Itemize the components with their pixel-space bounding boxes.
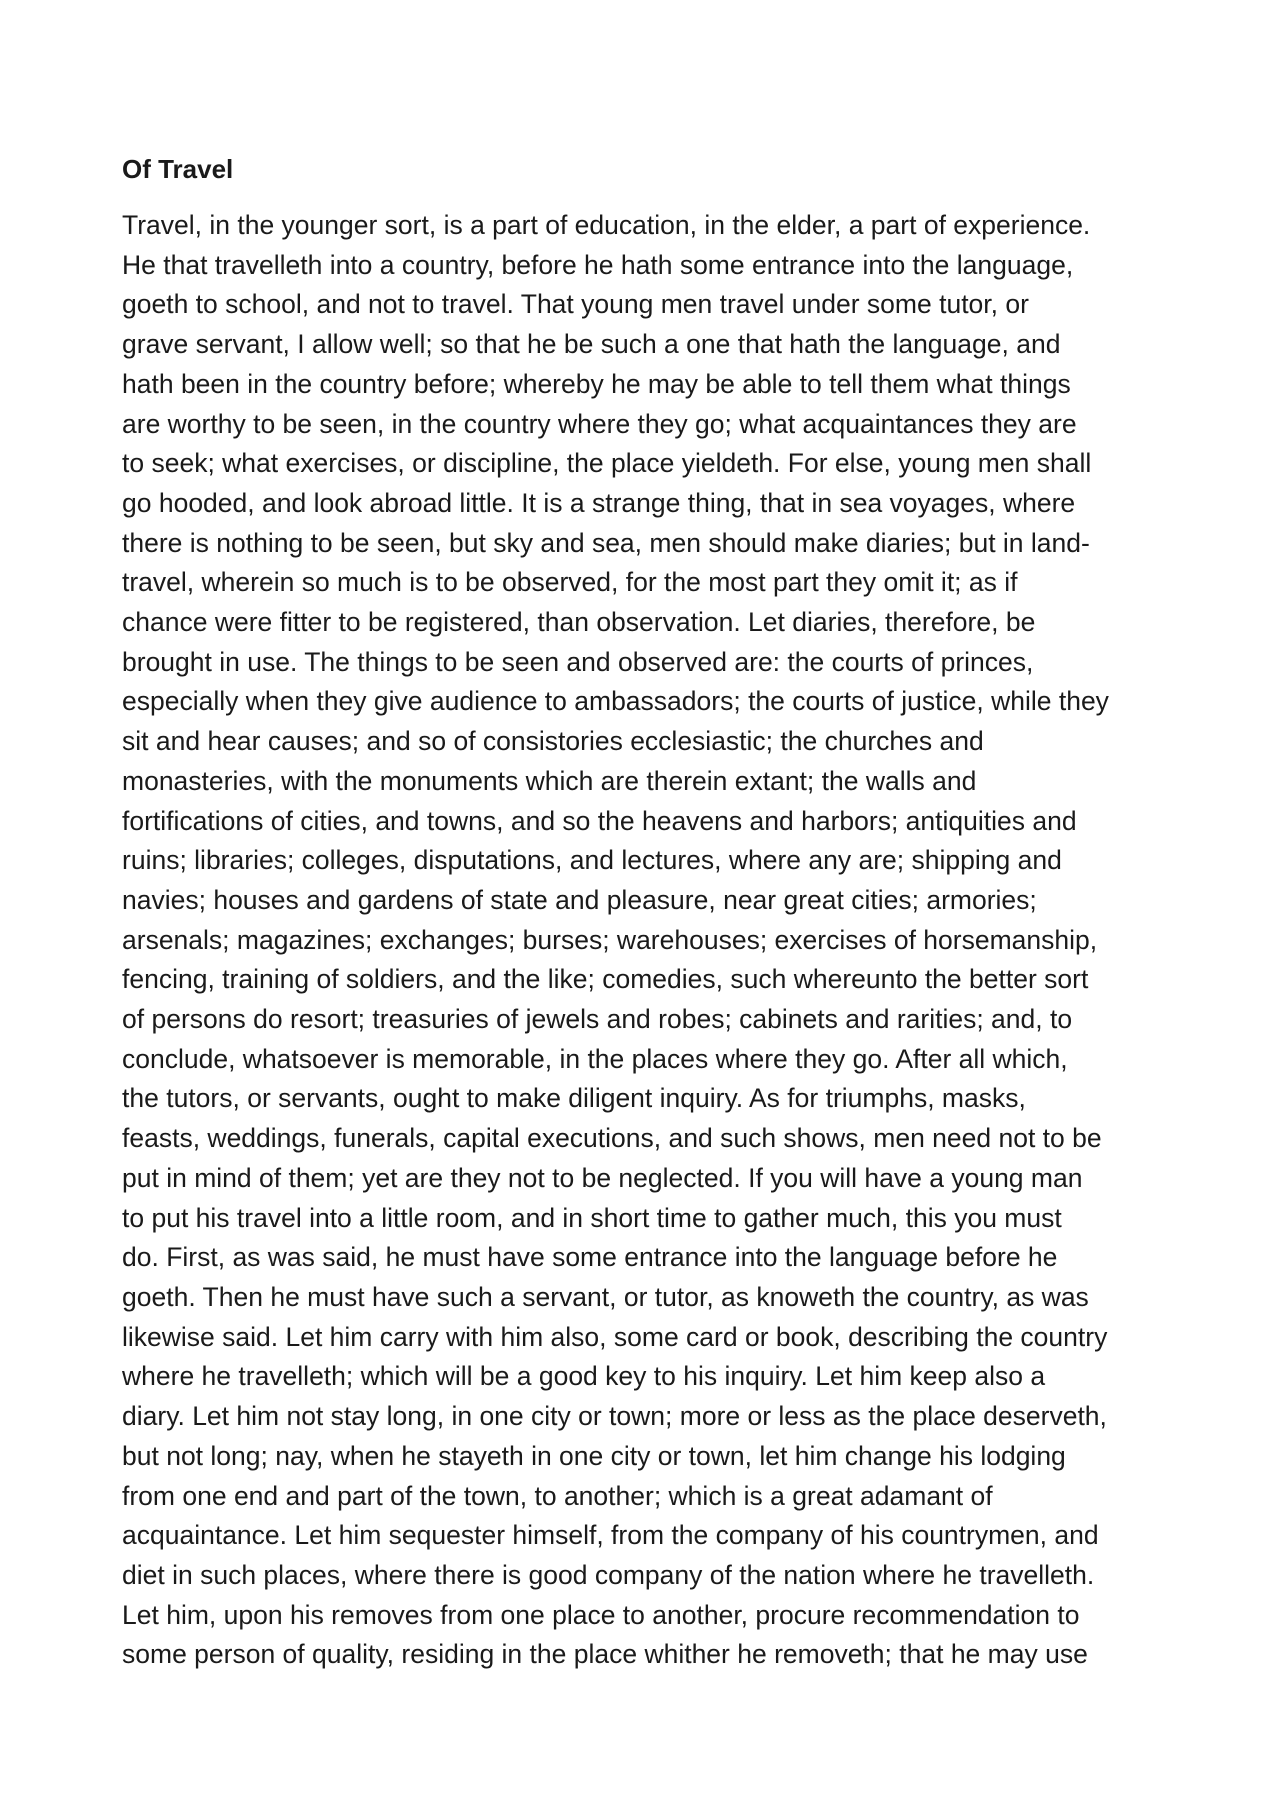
body-line: fencing, training of soldiers, and the like; comedies, such whereunto the better sort bbox=[122, 964, 1089, 995]
body-line: monasteries, with the monuments which are therein extant; the walls and bbox=[122, 765, 977, 796]
body-line: Let him, upon his removes from one place to another, procure recommendation to bbox=[122, 1599, 1080, 1630]
body-line: goeth. Then he must have such a servant, or tutor, as knoweth the country, as was bbox=[122, 1281, 1089, 1312]
body-line: arsenals; magazines; exchanges; burses; warehouses; exercises of horsemanship, bbox=[122, 924, 1098, 955]
body-line: to put his travel into a little room, and in short time to gather much, this you must bbox=[122, 1202, 1062, 1233]
body-line: feasts, weddings, funerals, capital executions, and such shows, men need not to be bbox=[122, 1123, 1102, 1154]
body-line: navies; houses and gardens of state and pleasure, near great cities; armories; bbox=[122, 884, 1037, 915]
body-line: chance were fitter to be registered, than observation. Let diaries, therefore, be bbox=[122, 607, 1036, 638]
body-line: of persons do resort; treasuries of jewels and robes; cabinets and rarities; and, to bbox=[122, 1004, 1073, 1035]
body-line: sit and hear causes; and so of consistories ecclesiastic; the churches and bbox=[122, 726, 984, 757]
body-line: He that travelleth into a country, before he hath some entrance into the language, bbox=[122, 249, 1074, 280]
body-line: put in mind of them; yet are they not to be neglected. If you will have a young man bbox=[122, 1162, 1083, 1193]
body-line: conclude, whatsoever is memorable, in the places where they go. After all which, bbox=[122, 1043, 1068, 1074]
body-line: diet in such places, where there is good company of the nation where he travelleth. bbox=[122, 1559, 1095, 1590]
body-line: the tutors, or servants, ought to make diligent inquiry. As for triumphs, masks, bbox=[122, 1083, 1026, 1114]
body-line: fortifications of cities, and towns, and so the heavens and harbors; antiquities and bbox=[122, 805, 1077, 836]
body-line: are worthy to be seen, in the country where they go; what acquaintances they are bbox=[122, 408, 1077, 439]
document-content bbox=[122, 150, 1182, 1675]
body-line: but not long; nay, when he stayeth in one city or town, let him change his lodging bbox=[122, 1440, 1066, 1471]
body-line: especially when they give audience to ambassadors; the courts of justice, while they bbox=[122, 686, 1109, 717]
body-line: from one end and part of the town, to another; which is a great adamant of bbox=[122, 1480, 993, 1511]
body-line: to seek; what exercises, or discipline, the place yieldeth. For else, young men shall bbox=[122, 448, 1092, 479]
document-body bbox=[122, 206, 1182, 1675]
body-line: likewise said. Let him carry with him also, some card or book, describing the country bbox=[122, 1321, 1108, 1352]
body-line: brought in use. The things to be seen and observed are: the courts of princes, bbox=[122, 646, 1034, 677]
body-line: ruins; libraries; colleges, disputations, and lectures, where any are; shipping and bbox=[122, 845, 1062, 876]
body-line: Travel, in the younger sort, is a part of education, in the elder, a part of experience. bbox=[122, 210, 1091, 240]
body-line: diary. Let him not stay long, in one city or town; more or less as the place deserveth, bbox=[122, 1401, 1107, 1432]
body-line: there is nothing to be seen, but sky and sea, men should make diaries; but in land- bbox=[122, 527, 1090, 558]
body-line: hath been in the country before; whereby he may be able to tell them what things bbox=[122, 368, 1071, 399]
body-line: do. First, as was said, he must have some entrance into the language before he bbox=[122, 1242, 1058, 1273]
body-line: goeth to school, and not to travel. That young men travel under some tutor, or bbox=[122, 289, 1029, 320]
body-line: go hooded, and look abroad little. It is a strange thing, that in sea voyages, where bbox=[122, 487, 1076, 518]
body-line: some person of quality, residing in the place whither he removeth; that he may use bbox=[122, 1639, 1088, 1670]
body-line: grave servant, I allow well; so that he be such a one that hath the language, and bbox=[122, 329, 1061, 360]
document-title: Of Travel bbox=[122, 154, 234, 184]
body-line: travel, wherein so much is to be observed, for the most part they omit it; as if bbox=[122, 567, 1018, 598]
body-line: acquaintance. Let him sequester himself, from the company of his countrymen, and bbox=[122, 1520, 1099, 1551]
body-line: where he travelleth; which will be a good key to his inquiry. Let him keep also a bbox=[122, 1361, 1046, 1392]
